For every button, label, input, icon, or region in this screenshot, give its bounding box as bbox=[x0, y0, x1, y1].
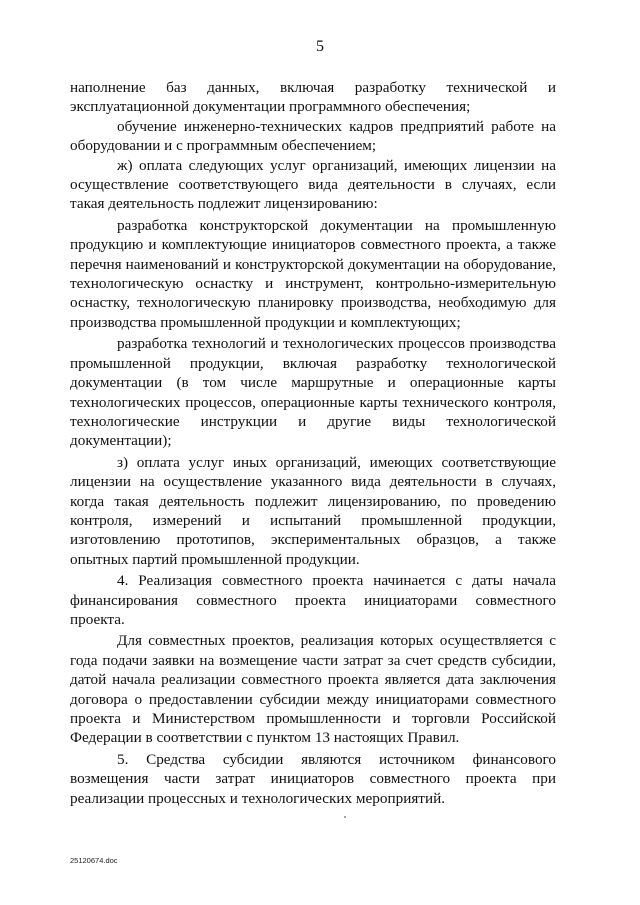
scan-dot bbox=[344, 816, 346, 818]
paragraph-5: разработка технологий и технологических процессов производства промышленной продукции, включая разработку технологической документации (в том числе маршрутные и операционные карты технологических процессов, операционные карты технического контроля, технологические инструкции и другие виды технологической документации); bbox=[70, 335, 556, 450]
paragraph-1: наполнение баз данных, включая разработку технической и эксплуатационной документации программного обеспечения; bbox=[70, 79, 556, 116]
page-number: 5 bbox=[316, 38, 324, 55]
paragraph-8: Для совместных проектов, реализация которых осуществляется с года подачи заявки на возмещение части затрат за счет средств субсидии, датой начала реализации совместного проекта является дата заключения договора о предоставлении субсидии между инициаторами совместного проекта и Министерством промышленности и торговли Российской Федерации в соответствии с пунктом 13 настоящих Правил. bbox=[70, 632, 556, 747]
paragraph-3: ж) оплата следующих услуг организаций, имеющих лицензии на осуществление соответствующего вида деятельности в случаях, если такая деятельность подлежит лицензированию: bbox=[70, 156, 556, 213]
paragraph-6: з) оплата услуг иных организаций, имеющих соответствующие лицензии на осуществление указанного вида деятельности в случаях, когда такая деятельность подлежит лицензированию, по проведению контроля, измерений и испытаний промышленной продукции, изготовлению прототипов, экспериментальных образцов, а также опытных партий промышленной продукции. bbox=[70, 453, 556, 568]
file-reference: 25120674.doc bbox=[70, 856, 118, 865]
paragraph-2: обучение инженерно-технических кадров предприятий работе на оборудовании и с программным обеспечением; bbox=[70, 117, 556, 155]
paragraph-9: 5. Средства субсидии являются источником финансового возмещения части затрат инициаторов совместного проекта при реализации процессных и технологических мероприятий. bbox=[70, 750, 556, 807]
paragraph-4: разработка конструкторской документации на промышленную продукцию и комплектующие инициаторов совместного проекта, а также перечня наименований и конструкторской документации на оборудование, технологическую оснастку и инструмент, контрольно-измерительную оснастку, технологическую планировку производства, необходимую для производства промышленной продукции и комплектующих; bbox=[70, 216, 556, 331]
paragraph-7: 4. Реализация совместного проекта начинается с даты начала финансирования совместного проекта инициаторами совместного проекта. bbox=[70, 572, 556, 628]
document-body bbox=[70, 78, 556, 808]
